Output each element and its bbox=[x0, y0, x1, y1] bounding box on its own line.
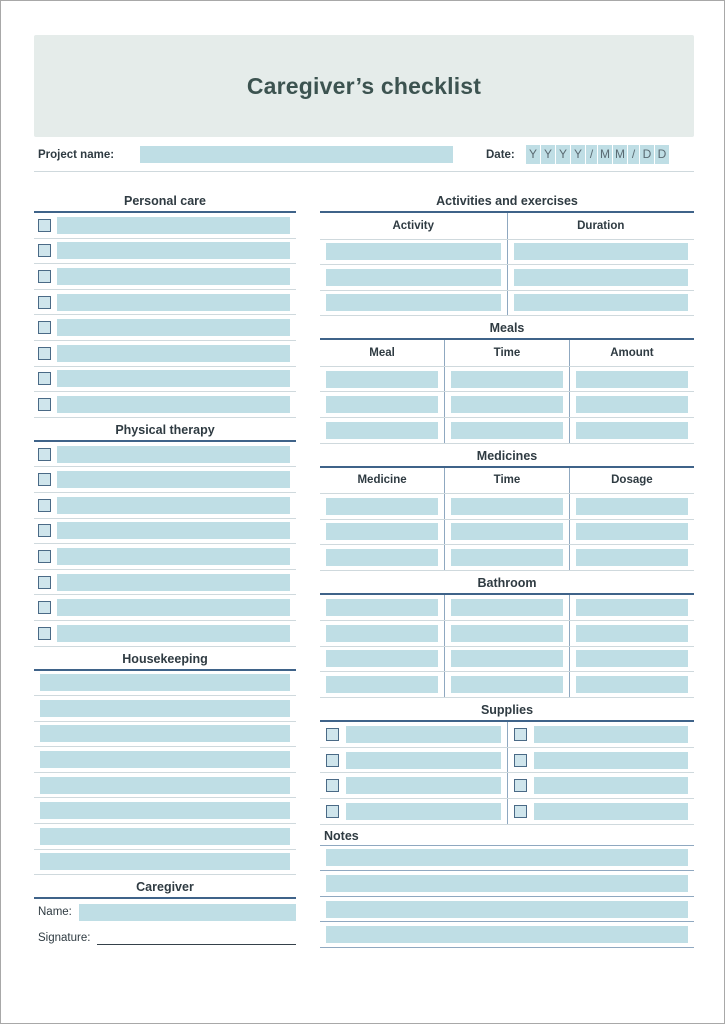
section-heading-supplies: Supplies bbox=[320, 703, 694, 722]
table-cell bbox=[445, 646, 570, 672]
meals-cell-input[interactable] bbox=[326, 422, 438, 439]
table-row bbox=[320, 672, 694, 698]
bathroom-cell-input[interactable] bbox=[576, 599, 688, 616]
medicines-cell-input[interactable] bbox=[576, 549, 688, 566]
personal-care-item-row bbox=[34, 239, 296, 265]
meals-cell-input[interactable] bbox=[576, 396, 688, 413]
personal-care-item-input[interactable] bbox=[57, 370, 290, 387]
checkbox-icon[interactable] bbox=[38, 448, 51, 461]
personal-care-item-row bbox=[34, 367, 296, 393]
section-heading-physical-therapy: Physical therapy bbox=[34, 423, 296, 442]
table-cell bbox=[320, 646, 445, 672]
activities-cell-input[interactable] bbox=[326, 243, 501, 260]
section-heading-caregiver: Caregiver bbox=[34, 880, 296, 899]
checkbox-icon[interactable] bbox=[38, 244, 51, 257]
meals-cell-input[interactable] bbox=[451, 371, 563, 388]
housekeeping-item-row bbox=[34, 773, 296, 799]
checkbox-icon[interactable] bbox=[38, 347, 51, 360]
meals-cell-input[interactable] bbox=[451, 396, 563, 413]
table-cell bbox=[445, 494, 570, 520]
date-char[interactable]: Y bbox=[556, 145, 570, 164]
medicines-table bbox=[320, 468, 694, 571]
checkbox-icon[interactable] bbox=[326, 754, 339, 767]
table-row bbox=[320, 239, 694, 265]
checkbox-icon[interactable] bbox=[38, 601, 51, 614]
date-char[interactable]: Y bbox=[526, 145, 540, 164]
table-cell bbox=[569, 646, 694, 672]
column-header-time: Time bbox=[445, 340, 570, 366]
date-char[interactable]: Y bbox=[541, 145, 555, 164]
supplies-item-input[interactable] bbox=[346, 803, 501, 820]
meals-cell-input[interactable] bbox=[451, 422, 563, 439]
table-cell bbox=[320, 519, 445, 545]
physical-therapy-item-input[interactable] bbox=[57, 471, 290, 488]
table-cell bbox=[569, 519, 694, 545]
medicines-cell-input[interactable] bbox=[326, 523, 438, 540]
section-heading-medicines: Medicines bbox=[320, 449, 694, 468]
activities-cell-input[interactable] bbox=[326, 269, 501, 286]
column-header-dosage: Dosage bbox=[569, 468, 694, 494]
table-cell bbox=[445, 519, 570, 545]
table-cell bbox=[320, 672, 445, 698]
section-heading-activities: Activities and exercises bbox=[320, 194, 694, 213]
notes-list bbox=[320, 846, 694, 948]
checkbox-icon[interactable] bbox=[38, 270, 51, 283]
table-cell bbox=[569, 595, 694, 621]
checkbox-icon[interactable] bbox=[38, 524, 51, 537]
table-row bbox=[320, 290, 694, 316]
table-row bbox=[320, 265, 694, 291]
table-cell bbox=[320, 773, 507, 799]
supplies-table bbox=[320, 722, 694, 825]
physical-therapy-list bbox=[34, 442, 296, 647]
table-cell bbox=[320, 265, 507, 291]
physical-therapy-item-input[interactable] bbox=[57, 599, 290, 616]
table-cell bbox=[320, 290, 507, 316]
medicines-cell-input[interactable] bbox=[451, 523, 563, 540]
personal-care-item-input[interactable] bbox=[57, 294, 290, 311]
housekeeping-item-input[interactable] bbox=[40, 802, 290, 819]
notes-row bbox=[320, 871, 694, 897]
checkbox-icon[interactable] bbox=[38, 219, 51, 232]
checkbox-icon[interactable] bbox=[38, 372, 51, 385]
personal-care-item-input[interactable] bbox=[57, 396, 290, 413]
caregiver-name-label: Name: bbox=[38, 906, 72, 919]
section-heading-meals: Meals bbox=[320, 321, 694, 340]
section-heading-bathroom: Bathroom bbox=[320, 576, 694, 595]
checkbox-icon[interactable] bbox=[38, 499, 51, 512]
table-header-row bbox=[320, 213, 694, 239]
supplies-item-input[interactable] bbox=[346, 777, 501, 794]
checkbox-icon[interactable] bbox=[514, 805, 527, 818]
checkbox-icon[interactable] bbox=[514, 728, 527, 741]
medicines-cell-input[interactable] bbox=[576, 523, 688, 540]
table-row bbox=[320, 392, 694, 418]
checkbox-icon[interactable] bbox=[326, 728, 339, 741]
date-separator: / bbox=[628, 145, 639, 164]
housekeeping-item-input[interactable] bbox=[40, 777, 290, 794]
table-row bbox=[320, 366, 694, 392]
table-cell bbox=[569, 545, 694, 571]
table-cell bbox=[569, 494, 694, 520]
housekeeping-item-row bbox=[34, 722, 296, 748]
bathroom-cell-input[interactable] bbox=[326, 676, 438, 693]
personal-care-item-row bbox=[34, 341, 296, 367]
table-cell bbox=[320, 545, 445, 571]
caregiver-signature-input[interactable] bbox=[97, 932, 296, 945]
supplies-item-input[interactable] bbox=[346, 726, 501, 743]
date-separator: / bbox=[586, 145, 597, 164]
notes-input[interactable] bbox=[326, 901, 688, 918]
checkbox-icon[interactable] bbox=[326, 805, 339, 818]
housekeeping-item-row bbox=[34, 850, 296, 876]
physical-therapy-item-row bbox=[34, 544, 296, 570]
table-row bbox=[320, 773, 694, 799]
meta-divider bbox=[34, 171, 694, 172]
table-cell bbox=[445, 620, 570, 646]
physical-therapy-item-input[interactable] bbox=[57, 522, 290, 539]
housekeeping-item-row bbox=[34, 824, 296, 850]
checkbox-icon[interactable] bbox=[326, 779, 339, 792]
meals-cell-input[interactable] bbox=[326, 396, 438, 413]
medicines-cell-input[interactable] bbox=[576, 498, 688, 515]
bathroom-cell-input[interactable] bbox=[451, 625, 563, 642]
caregiver-name-input[interactable] bbox=[79, 904, 296, 921]
bathroom-cell-input[interactable] bbox=[326, 599, 438, 616]
physical-therapy-item-input[interactable] bbox=[57, 625, 290, 642]
table-cell bbox=[507, 265, 694, 291]
personal-care-item-input[interactable] bbox=[57, 319, 290, 336]
bathroom-cell-input[interactable] bbox=[451, 650, 563, 667]
physical-therapy-item-row bbox=[34, 467, 296, 493]
table-row bbox=[320, 646, 694, 672]
table-row bbox=[320, 519, 694, 545]
physical-therapy-item-input[interactable] bbox=[57, 548, 290, 565]
checkbox-icon[interactable] bbox=[38, 296, 51, 309]
meals-cell-input[interactable] bbox=[576, 371, 688, 388]
right-column bbox=[320, 194, 694, 948]
activities-cell-input[interactable] bbox=[514, 269, 689, 286]
date-char[interactable]: D bbox=[655, 145, 669, 164]
checkbox-icon[interactable] bbox=[514, 779, 527, 792]
personal-care-item-input[interactable] bbox=[57, 345, 290, 362]
activities-cell-input[interactable] bbox=[514, 243, 689, 260]
column-header-medicine: Medicine bbox=[320, 468, 445, 494]
meals-cell-input[interactable] bbox=[576, 422, 688, 439]
checkbox-icon[interactable] bbox=[38, 398, 51, 411]
column-header-duration: Duration bbox=[507, 213, 694, 239]
checkbox-icon[interactable] bbox=[38, 627, 51, 640]
meals-cell-input[interactable] bbox=[326, 371, 438, 388]
table-cell bbox=[569, 417, 694, 443]
section-heading-notes: Notes bbox=[324, 828, 359, 843]
housekeeping-item-row bbox=[34, 696, 296, 722]
personal-care-item-row bbox=[34, 392, 296, 418]
left-column bbox=[34, 194, 296, 951]
checkbox-icon[interactable] bbox=[38, 321, 51, 334]
table-row bbox=[320, 595, 694, 621]
table-header-row bbox=[320, 340, 694, 366]
table-cell bbox=[320, 799, 507, 825]
housekeeping-item-input[interactable] bbox=[40, 674, 290, 691]
table-row bbox=[320, 417, 694, 443]
personal-care-item-input[interactable] bbox=[57, 242, 290, 259]
table-cell bbox=[445, 545, 570, 571]
checkbox-icon[interactable] bbox=[514, 754, 527, 767]
physical-therapy-item-row bbox=[34, 570, 296, 596]
housekeeping-list bbox=[34, 671, 296, 876]
physical-therapy-item-row bbox=[34, 442, 296, 468]
housekeeping-item-row bbox=[34, 747, 296, 773]
column-header-time: Time bbox=[445, 468, 570, 494]
table-cell bbox=[320, 722, 507, 748]
physical-therapy-item-row bbox=[34, 519, 296, 545]
physical-therapy-item-row bbox=[34, 621, 296, 647]
bathroom-cell-input[interactable] bbox=[326, 650, 438, 667]
table-cell bbox=[507, 773, 694, 799]
physical-therapy-item-row bbox=[34, 595, 296, 621]
personal-care-item-input[interactable] bbox=[57, 217, 290, 234]
date-char[interactable]: Y bbox=[571, 145, 585, 164]
date-char[interactable]: M bbox=[598, 145, 612, 164]
supplies-item-input[interactable] bbox=[534, 752, 689, 769]
table-cell bbox=[507, 722, 694, 748]
personal-care-item-input[interactable] bbox=[57, 268, 290, 285]
table-cell bbox=[569, 366, 694, 392]
notes-row bbox=[320, 846, 694, 872]
physical-therapy-item-input[interactable] bbox=[57, 446, 290, 463]
checkbox-icon[interactable] bbox=[38, 576, 51, 589]
section-heading-personal-care: Personal care bbox=[34, 194, 296, 213]
table-cell bbox=[445, 417, 570, 443]
notes-input[interactable] bbox=[326, 926, 688, 943]
date-char[interactable]: D bbox=[640, 145, 654, 164]
activities-cell-input[interactable] bbox=[326, 294, 501, 311]
physical-therapy-item-input[interactable] bbox=[57, 497, 290, 514]
personal-care-item-row bbox=[34, 315, 296, 341]
table-cell bbox=[507, 799, 694, 825]
personal-care-item-row bbox=[34, 264, 296, 290]
table-cell bbox=[445, 366, 570, 392]
table-row bbox=[320, 620, 694, 646]
table-cell bbox=[320, 747, 507, 773]
supplies-item-input[interactable] bbox=[534, 777, 689, 794]
bathroom-cell-input[interactable] bbox=[576, 625, 688, 642]
table-cell bbox=[569, 672, 694, 698]
table-row bbox=[320, 747, 694, 773]
caregiver-name-row bbox=[34, 899, 296, 925]
housekeeping-item-input[interactable] bbox=[40, 700, 290, 717]
activities-cell-input[interactable] bbox=[514, 294, 689, 311]
date-label: Date: bbox=[486, 149, 515, 161]
bathroom-cell-input[interactable] bbox=[576, 650, 688, 667]
table-cell bbox=[320, 494, 445, 520]
bathroom-table bbox=[320, 595, 694, 698]
table-cell bbox=[320, 620, 445, 646]
table-row bbox=[320, 722, 694, 748]
date-input[interactable] bbox=[526, 145, 670, 164]
title-banner bbox=[34, 35, 694, 137]
table-row bbox=[320, 545, 694, 571]
bathroom-cell-input[interactable] bbox=[576, 676, 688, 693]
column-header-activity: Activity bbox=[320, 213, 507, 239]
project-name-label: Project name: bbox=[38, 149, 115, 161]
table-cell bbox=[445, 595, 570, 621]
housekeeping-item-row bbox=[34, 798, 296, 824]
table-cell bbox=[569, 392, 694, 418]
table-cell bbox=[320, 392, 445, 418]
table-cell bbox=[445, 672, 570, 698]
page-title: Caregiver’s checklist bbox=[246, 72, 482, 99]
supplies-item-input[interactable] bbox=[534, 726, 689, 743]
checkbox-icon[interactable] bbox=[38, 473, 51, 486]
physical-therapy-item-row bbox=[34, 493, 296, 519]
table-cell bbox=[569, 620, 694, 646]
housekeeping-item-input[interactable] bbox=[40, 725, 290, 742]
caregiver-signature-label: Signature: bbox=[38, 932, 91, 945]
project-name-input[interactable] bbox=[140, 146, 453, 163]
notes-row bbox=[320, 897, 694, 923]
personal-care-item-row bbox=[34, 290, 296, 316]
medicines-cell-input[interactable] bbox=[326, 549, 438, 566]
table-cell bbox=[445, 392, 570, 418]
column-header-meal: Meal bbox=[320, 340, 445, 366]
physical-therapy-item-input[interactable] bbox=[57, 574, 290, 591]
table-cell bbox=[320, 417, 445, 443]
meta-row bbox=[34, 144, 694, 168]
table-cell bbox=[320, 595, 445, 621]
personal-care-item-row bbox=[34, 213, 296, 239]
date-char[interactable]: M bbox=[613, 145, 627, 164]
bathroom-cell-input[interactable] bbox=[451, 599, 563, 616]
table-cell bbox=[320, 366, 445, 392]
caregiver-signature-row bbox=[34, 925, 296, 951]
table-cell bbox=[507, 290, 694, 316]
table-header-row bbox=[320, 468, 694, 494]
table-cell bbox=[320, 239, 507, 265]
checkbox-icon[interactable] bbox=[38, 550, 51, 563]
table-row bbox=[320, 799, 694, 825]
table-cell bbox=[507, 747, 694, 773]
medicines-cell-input[interactable] bbox=[451, 498, 563, 515]
medicines-cell-input[interactable] bbox=[326, 498, 438, 515]
medicines-cell-input[interactable] bbox=[451, 549, 563, 566]
table-row bbox=[320, 494, 694, 520]
housekeeping-item-input[interactable] bbox=[40, 828, 290, 845]
column-header-amount: Amount bbox=[569, 340, 694, 366]
supplies-item-input[interactable] bbox=[534, 803, 689, 820]
activities-table bbox=[320, 213, 694, 316]
section-heading-housekeeping: Housekeeping bbox=[34, 652, 296, 671]
bathroom-cell-input[interactable] bbox=[326, 625, 438, 642]
personal-care-list bbox=[34, 213, 296, 418]
table-cell bbox=[507, 239, 694, 265]
housekeeping-item-input[interactable] bbox=[40, 751, 290, 768]
notes-row bbox=[320, 922, 694, 948]
meals-table bbox=[320, 340, 694, 443]
notes-input[interactable] bbox=[326, 849, 688, 866]
housekeeping-item-row bbox=[34, 671, 296, 697]
bathroom-cell-input[interactable] bbox=[451, 676, 563, 693]
housekeeping-item-input[interactable] bbox=[40, 853, 290, 870]
notes-input[interactable] bbox=[326, 875, 688, 892]
supplies-item-input[interactable] bbox=[346, 752, 501, 769]
